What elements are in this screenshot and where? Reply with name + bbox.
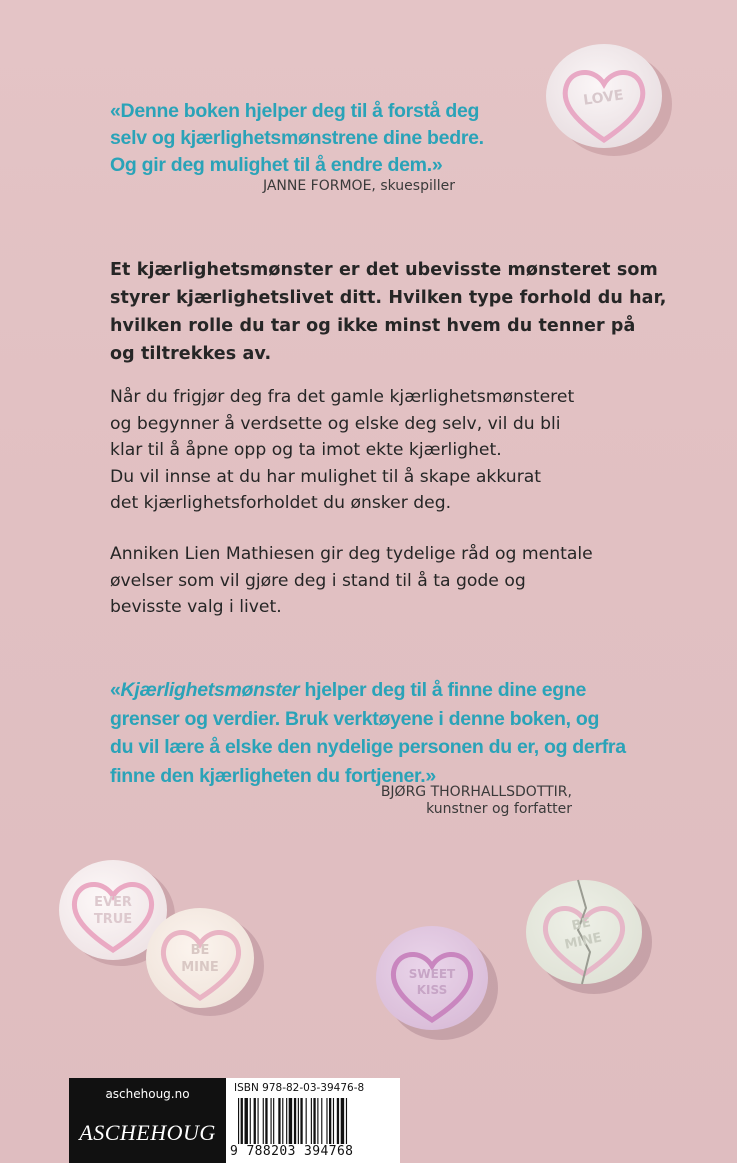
quote-top-line: selv og kjærlighetsmønstrene dine bedre. bbox=[110, 127, 484, 149]
intro-line: styrer kjærlighetslivet ditt. Hvilken type forhold du har, bbox=[110, 288, 667, 308]
barcode-bar bbox=[298, 1098, 299, 1144]
barcode-bar bbox=[329, 1098, 331, 1144]
quote-bottom-attribution bbox=[300, 784, 572, 818]
quote-open-mark: « bbox=[110, 679, 121, 701]
quote-bottom-text: hjelper deg til å finne dine egne bbox=[299, 679, 587, 701]
candy-be-text-2: BE bbox=[570, 915, 593, 934]
body-paragraph-2 bbox=[110, 541, 670, 621]
candy-love-text: LOVE bbox=[582, 87, 625, 109]
quote-bottom bbox=[110, 676, 710, 790]
barcode-bar bbox=[337, 1098, 339, 1144]
barcode-bar bbox=[306, 1098, 307, 1144]
attribution-role: kunstner og forfatter bbox=[426, 801, 572, 817]
quote-top-attribution: JANNE FORMOE, skuespiller bbox=[262, 178, 455, 194]
barcode-bar bbox=[241, 1098, 243, 1144]
barcode-bar bbox=[273, 1098, 274, 1144]
body-line: klar til å åpne opp og ta imot ekte kjærlighet. bbox=[110, 440, 502, 460]
barcode-bar bbox=[278, 1098, 280, 1144]
isbn-label: ISBN 978-82-03-39476-8 bbox=[234, 1082, 365, 1094]
barcode-bar bbox=[313, 1098, 315, 1144]
barcode-bar bbox=[286, 1098, 287, 1144]
publisher-block bbox=[69, 1078, 226, 1163]
candy-sweet-kiss bbox=[370, 918, 505, 1043]
body-line: Når du frigjør deg fra det gamle kjærlighetsmønsteret bbox=[110, 387, 575, 407]
body-line: det kjærlighetsforholdet du ønsker deg. bbox=[110, 493, 452, 513]
publisher-url: aschehoug.no bbox=[105, 1087, 190, 1101]
barcode-bar bbox=[341, 1098, 344, 1144]
candy-ever-text: EVER bbox=[94, 895, 132, 910]
body-line: bevisste valg i livet. bbox=[110, 597, 282, 617]
barcode-bar bbox=[311, 1098, 312, 1144]
barcode-bar bbox=[333, 1098, 334, 1144]
barcode-bar bbox=[282, 1098, 283, 1144]
quote-top-line: Og gir deg mulighet til å endre dem.» bbox=[110, 154, 443, 176]
barcode-bar bbox=[289, 1098, 292, 1144]
barcode-bar bbox=[263, 1098, 264, 1144]
quote-bottom-line: grenser og verdier. Bruk verktøyene i denne boken, og bbox=[110, 707, 600, 730]
quote-bottom-line-1 bbox=[110, 676, 710, 705]
barcode-bar bbox=[317, 1098, 318, 1144]
candy-be-mine-right bbox=[520, 872, 660, 1000]
barcode-bar bbox=[346, 1098, 347, 1144]
barcode-bar bbox=[254, 1098, 256, 1144]
quote-bottom-line: finne den kjærligheten du fortjener.» bbox=[110, 764, 436, 787]
body-paragraph-1 bbox=[110, 384, 670, 517]
barcode-bar bbox=[265, 1098, 267, 1144]
intro-line: Et kjærlighetsmønster er det ubevisste mønsteret som bbox=[110, 260, 658, 280]
candy-true-text: TRUE bbox=[93, 912, 133, 927]
body-line: øvelser som vil gjøre deg i stand til å ta gode og bbox=[110, 570, 526, 591]
candy-love bbox=[538, 40, 678, 160]
body-line: Du vil innse at du har mulighet til å skape akkurat bbox=[110, 466, 542, 487]
barcode-bar bbox=[300, 1098, 302, 1144]
intro-paragraph bbox=[110, 256, 670, 368]
barcode bbox=[238, 1098, 390, 1146]
barcode-bar bbox=[294, 1098, 296, 1144]
quote-top bbox=[110, 98, 530, 179]
body-line: og begynner å verdsette og elske deg selv, vil du bli bbox=[110, 413, 561, 434]
barcode-bar bbox=[326, 1098, 327, 1144]
candy-sweet-text: SWEET bbox=[408, 967, 456, 981]
barcode-bar bbox=[245, 1098, 248, 1144]
barcode-block bbox=[226, 1078, 400, 1163]
book-title: Kjærlighetsmønster bbox=[120, 679, 300, 701]
publisher-logo: ASCHEHOUG bbox=[79, 1120, 216, 1145]
barcode-bar bbox=[238, 1098, 239, 1144]
candy-be-mine-left bbox=[140, 900, 270, 1020]
candy-mine-text-2: MINE bbox=[563, 930, 604, 953]
attribution-name: BJØRG THORHALLSDOTTIR, bbox=[380, 784, 572, 800]
barcode-bar bbox=[258, 1098, 259, 1144]
candy-kiss-text: KISS bbox=[416, 983, 448, 997]
barcode-digits: 9 788203 394768 bbox=[230, 1144, 354, 1159]
body-line: Anniken Lien Mathiesen gir deg tydelige råd og mentale bbox=[110, 544, 593, 564]
barcode-bar bbox=[250, 1098, 251, 1144]
barcode-bar bbox=[321, 1098, 322, 1144]
candy-mine-text: MINE bbox=[181, 960, 219, 975]
intro-line: og tiltrekkes av. bbox=[110, 344, 272, 364]
barcode-bar bbox=[271, 1098, 272, 1144]
quote-bottom-line: du vil lære å elske den nydelige personen du er, og derfra bbox=[110, 736, 626, 758]
intro-line: hvilken rolle du tar og ikke minst hvem du tenner på bbox=[110, 316, 636, 336]
quote-top-line: «Denne boken hjelper deg til å forstå deg bbox=[110, 100, 480, 122]
candy-be-text: BE bbox=[190, 943, 210, 958]
